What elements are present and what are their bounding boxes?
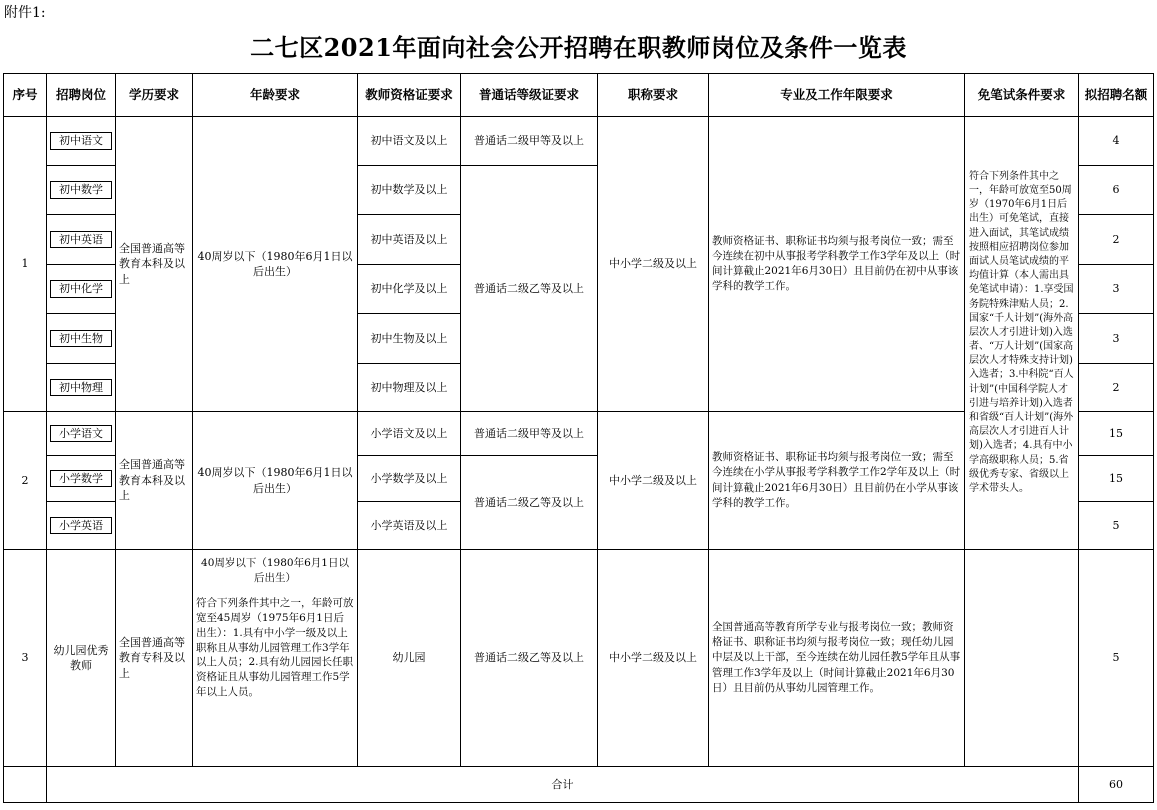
- position-cell: 小学语文: [47, 412, 116, 456]
- header-cell: 序号: [4, 74, 47, 117]
- quota-cell: 6: [1079, 166, 1154, 215]
- title-req-cell: 中小学二级及以上: [598, 550, 709, 767]
- header-cell: 普通话等级证要求: [461, 74, 598, 117]
- major-cell: 教师资格证书、职称证书均须与报考岗位一致；需至今连续在初中从事报考学科教学工作3学年及以上（时间计算截止2021年6月30日）且目前仍在初中从事该学科的教学工作。: [709, 117, 965, 412]
- position-cell: 幼儿园优秀教师: [47, 550, 116, 767]
- education-cell: 全国普通高等教育专科及以上: [116, 550, 193, 767]
- header-cell: 拟招聘名额: [1079, 74, 1154, 117]
- header-row: [4, 74, 1154, 117]
- mandarin-cell: 普通话二级甲等及以上: [461, 117, 598, 166]
- cert-cell: 幼儿园: [358, 550, 461, 767]
- quota-cell: 3: [1079, 314, 1154, 364]
- cert-cell: 初中化学及以上: [358, 265, 461, 314]
- quota-cell: 5: [1079, 550, 1154, 767]
- index-cell: 2: [4, 412, 47, 550]
- quota-cell: 3: [1079, 265, 1154, 314]
- cert-cell: 小学语文及以上: [358, 412, 461, 456]
- exemption-cell: 符合下列条件其中之一，年龄可放宽至50周岁（1970年6月1日后出生）可免笔试，直接进入面试，其笔试成绩按照相应招聘岗位参加面试人员笔试成绩的平均值计算（本人需出具免笔试申请）：1.享受国务院特殊津贴人员；2.国家“千人计划”(海外高层次人才引进计划)入选者、“万人计划”(国家高层次人才特殊支持计划)入选者；3.中科院“百人计划”(中国科学院人才引进与培养计划)入选者和省级“百人计划”(海外高层次人才引进百人计划)入选者；4.具有中小学高级职称人员；5.省级优秀专家、省级以上学术带头人。: [965, 117, 1079, 550]
- education-cell: 全国普通高等教育本科及以上: [116, 117, 193, 412]
- position-cell: 小学数学: [47, 456, 116, 502]
- age-cell: 40周岁以下（1980年6月1日以后出生）: [193, 412, 358, 550]
- major-cell: 教师资格证书、职称证书均须与报考岗位一致；需至今连续在小学从事报考学科教学工作2学年及以上（时间计算截止2021年6月30日）且目前仍在小学从事该学科的教学工作。: [709, 412, 965, 550]
- position-cell: 初中物理: [47, 364, 116, 412]
- position-cell: 初中化学: [47, 265, 116, 314]
- total-value: 60: [1079, 767, 1154, 803]
- cert-cell: 初中生物及以上: [358, 314, 461, 364]
- total-label: 合计: [47, 767, 1079, 803]
- header-cell: 免笔试条件要求: [965, 74, 1079, 117]
- quota-cell: 2: [1079, 364, 1154, 412]
- page-title: 二七区2021年面向社会公开招聘在职教师岗位及条件一览表: [250, 33, 907, 62]
- position-cell: 初中生物: [47, 314, 116, 364]
- index-cell: 3: [4, 550, 47, 767]
- cert-cell: 初中语文及以上: [358, 117, 461, 166]
- quota-cell: 4: [1079, 117, 1154, 166]
- age-main: 40周岁以下（1980年6月1日以后出生）: [201, 557, 349, 584]
- education-cell: 全国普通高等教育本科及以上: [116, 412, 193, 550]
- cert-cell: 初中英语及以上: [358, 215, 461, 265]
- attachment-label: 附件1:: [4, 5, 46, 21]
- cert-cell: 初中物理及以上: [358, 364, 461, 412]
- header-cell: 职称要求: [598, 74, 709, 117]
- header-cell: 专业及工作年限要求: [709, 74, 965, 117]
- cert-cell: 初中数学及以上: [358, 166, 461, 215]
- header-cell: 招聘岗位: [47, 74, 116, 117]
- mandarin-cell: 普通话二级乙等及以上: [461, 166, 598, 412]
- cert-cell: 小学英语及以上: [358, 502, 461, 550]
- title-req-cell: 中小学二级及以上: [598, 117, 709, 412]
- total-empty-cell: [4, 767, 47, 803]
- header-cell: 学历要求: [116, 74, 193, 117]
- header-cell: 教师资格证要求: [358, 74, 461, 117]
- mandarin-cell: 普通话二级乙等及以上: [461, 550, 598, 767]
- mandarin-cell: 普通话二级甲等及以上: [461, 412, 598, 456]
- total-row: [4, 767, 1154, 803]
- header-cell: 年龄要求: [193, 74, 358, 117]
- cert-cell: 小学数学及以上: [358, 456, 461, 502]
- position-cell: 初中语文: [47, 117, 116, 166]
- quota-cell: 5: [1079, 502, 1154, 550]
- age-cell: 40周岁以下（1980年6月1日以后出生）: [193, 117, 358, 412]
- quota-cell: 2: [1079, 215, 1154, 265]
- position-cell: 小学英语: [47, 502, 116, 550]
- position-cell: 初中英语: [47, 215, 116, 265]
- exemption-empty-cell: [965, 550, 1079, 767]
- age-cell: [193, 550, 358, 767]
- position-cell: 初中数学: [47, 166, 116, 215]
- quota-cell: 15: [1079, 456, 1154, 502]
- mandarin-cell: 普通话二级乙等及以上: [461, 456, 598, 550]
- title-req-cell: 中小学二级及以上: [598, 412, 709, 550]
- index-cell: 1: [4, 117, 47, 412]
- recruitment-table: [3, 73, 1154, 803]
- age-extra: 符合下列条件其中之一，年龄可放宽至45周岁（1975年6月1日后出生）：1.具有中小学一级及以上职称且从事幼儿园管理工作3学年以上人员；2.具有幼儿园园长任职资格证且从事幼儿园管理工作5学年以上人员。: [196, 596, 354, 699]
- table-row: [4, 117, 1154, 166]
- major-cell: 全国普通高等教育所学专业与报考岗位一致；教师资格证书、职称证书均须与报考岗位一致；现任幼儿园中层及以上干部，至今连续在幼儿园任教5学年且从事管理工作3学年及以上（时间计算截止2021年6月30日）且目前仍从事幼儿园管理工作。: [709, 550, 965, 767]
- quota-cell: 15: [1079, 412, 1154, 456]
- table-row: [4, 550, 1154, 767]
